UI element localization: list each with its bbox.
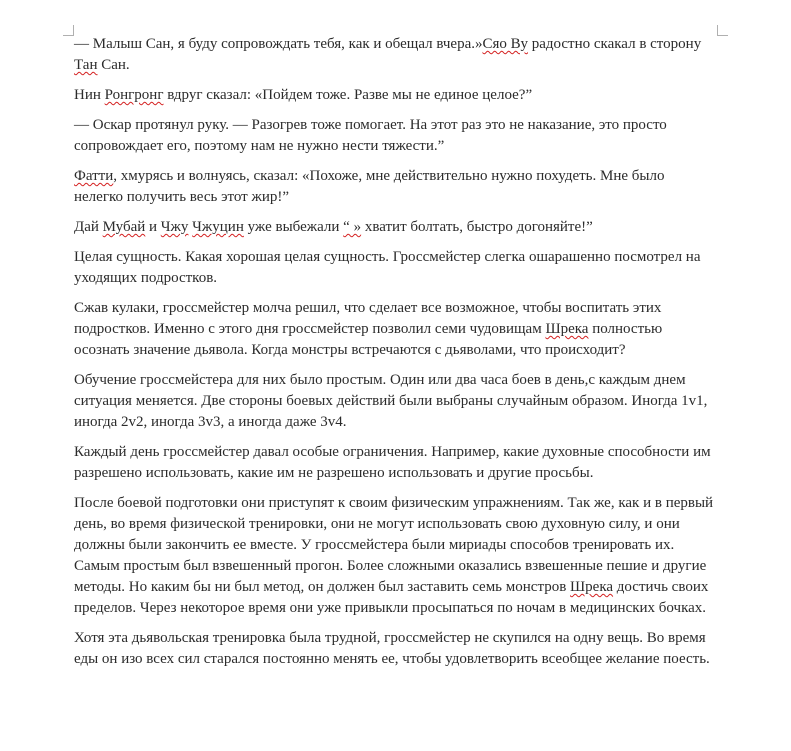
misspelled-word[interactable]: Мубай [102,219,146,235]
misspelled-word[interactable]: Тан [74,57,98,73]
paragraph[interactable] [74,370,714,433]
paragraph[interactable] [74,493,714,619]
misspelled-word[interactable]: Фатти [74,168,114,184]
paragraph[interactable] [74,166,714,208]
text-run: радостно скакал в сторону [527,36,702,52]
paragraph[interactable] [74,115,714,157]
text-run: и [145,219,161,235]
paragraph[interactable] [74,298,714,361]
paragraph[interactable] [74,85,714,106]
text-run: — Оскар протянул руку. — Разогрев тоже помогает. На этот раз это не наказание, это просто сопровождает его, поэтому нам не нужно нести тяжести.” [74,117,667,154]
text-run: Сжав кулаки, гроссмейстер молча решил, что сделает все возможное, чтобы воспитать этих подростков. Именно с этого дня гроссмейстер позволил семи чудовищам [74,300,662,337]
text-run: полностью осознать значение дьявола. Когда монстры встречаются с дьяволами, что происходит? [74,321,663,358]
misspelled-word[interactable]: “ » [343,219,362,235]
paragraph[interactable] [74,442,714,484]
misspelled-word[interactable]: Шрека [545,321,589,337]
misspelled-word[interactable]: Чжу [160,219,189,235]
misspelled-word[interactable]: Чжуцин [192,219,244,235]
text-run: вдруг сказал: «Пойдем тоже. Разве мы не единое целое?” [163,87,533,103]
document-body[interactable] [74,34,714,679]
text-run: Нин [74,87,105,103]
text-run: хватит болтать, быстро догоняйте!” [361,219,593,235]
paragraph[interactable] [74,34,714,76]
misspelled-word[interactable]: Ронгронг [104,87,164,103]
text-run: , хмурясь и волнуясь, сказал: «Похоже, мне действительно нужно похудеть. Мне было нелегко получить весь этот жир!” [74,168,665,205]
paragraph[interactable] [74,247,714,289]
text-run: достичь своих пределов. Через некоторое время они уже привыкли просыпаться по ночам в медицинских бочках. [74,579,709,616]
text-run: — Малыш Сан, я буду сопровождать тебя, как и обещал вчера.» [74,36,483,52]
page-corner-mark-top-left [63,25,74,36]
paragraph[interactable] [74,217,714,238]
text-run: Каждый день гроссмейстер давал особые ограничения. Например, какие духовные способности им разрешено использовать, какие им не разрешено использовать и другие просьбы. [74,444,711,481]
page-corner-mark-top-right [717,25,728,36]
text-run: уже выбежали [243,219,344,235]
paragraph[interactable] [74,628,714,670]
text-run: Хотя эта дьявольская тренировка была трудной, гроссмейстер не скупился на одну вещь. Во время еды он изо всех сил старался постоянно менять ее, чтобы удовлетворить всеобщее желание поесть. [74,630,710,667]
text-run: Обучение гроссмейстера для них было простым. Один или два часа боев в день,с каждым днем ситуация меняется. Две стороны боевых действий были выбраны случайным образом. Иногда 1v1, иногда 2v2, иногда 3v3, а иногда даже 3v4. [74,372,708,430]
text-run: Целая сущность. Какая хорошая целая сущность. Гроссмейстер слегка ошарашенно посмотрел на уходящих подростков. [74,249,701,286]
misspelled-word[interactable]: Шрека [570,579,614,595]
text-run: Дай [74,219,103,235]
misspelled-word[interactable]: Сяо Ву [482,36,528,52]
text-run: После боевой подготовки они приступят к своим физическим упражнениям. Так же, как и в первый день, во время физической тренировки, они не могут использовать свою духовную силу, и они должны были закончить ее вместе. У гроссмейстера были мириады способов тренировать их. Самым простым был взвешенный прогон. Более сложными оказались взвешенные пешие и другие методы. Но каким бы ни был метод, он должен был заставить семь монстров [74,495,714,595]
text-run: Сан. [97,57,130,73]
